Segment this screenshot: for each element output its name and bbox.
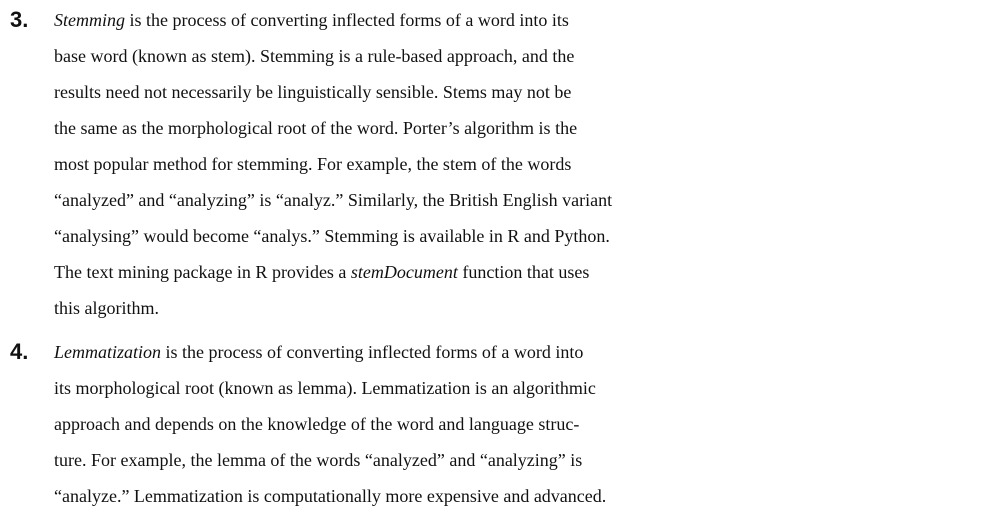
paragraph-line (54, 334, 994, 370)
paragraph-line: “analysing” would become “analys.” Stemming is available in R and Python. (54, 226, 610, 246)
paragraph-line: approach and depends on the knowledge of the word and language struc- (54, 414, 580, 434)
item-number: 3. (10, 7, 29, 32)
line-text: The text mining package in R provides a (54, 262, 351, 282)
defined-term: Lemmatization (54, 342, 162, 362)
paragraph-line (54, 2, 994, 38)
paragraph-line: most popular method for stemming. For example, the stem of the words (54, 154, 572, 174)
line-text: is the process of converting inflected forms of a word into its (125, 10, 569, 30)
list-item-stemming (0, 2, 997, 326)
defined-term: Stemming (54, 10, 125, 30)
item-paragraph (54, 2, 994, 326)
paragraph-line: this algorithm. (54, 298, 159, 318)
paragraph-line: results need not necessarily be linguistically sensible. Stems may not be (54, 82, 572, 102)
paragraph-line: ture. For example, the lemma of the words “analyzed” and “analyzing” is (54, 450, 583, 470)
paragraph-line: the same as the morphological root of the word. Porter’s algorithm is the (54, 118, 578, 138)
paragraph-line (54, 254, 994, 290)
item-paragraph (54, 334, 994, 514)
list-item-lemmatization (0, 334, 997, 514)
function-name: stemDocument (350, 262, 458, 282)
paragraph-line: “analyze.” Lemmatization is computationally more expensive and advanced. (54, 486, 607, 506)
paragraph-line: its morphological root (known as lemma). Lemmatization is an algorithmic (54, 378, 596, 398)
paragraph-line: “analyzed” and “analyzing” is “analyz.” Similarly, the British English variant (54, 190, 613, 210)
line-text: is the process of converting inflected forms of a word into (161, 342, 584, 362)
line-text: function that uses (457, 262, 590, 282)
paragraph-line: base word (known as stem). Stemming is a rule-based approach, and the (54, 46, 575, 66)
item-number: 4. (10, 339, 29, 364)
